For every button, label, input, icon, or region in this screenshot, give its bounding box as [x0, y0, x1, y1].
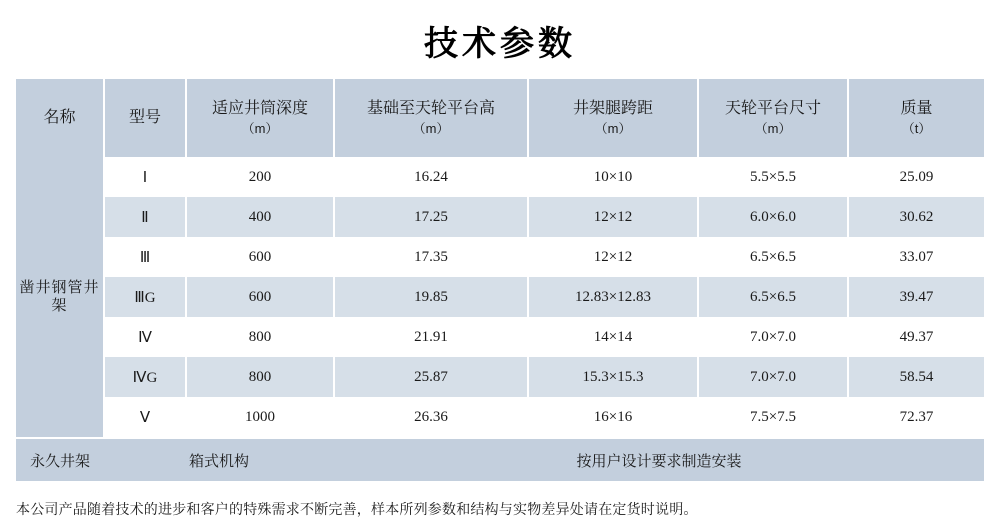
cell-mass: 33.07	[848, 237, 984, 277]
cell-platform: 6.0×6.0	[698, 197, 848, 237]
header-label: 名称	[43, 109, 76, 127]
cell-span: 10×10	[528, 157, 698, 197]
cell-depth: 600	[186, 237, 334, 277]
cell-platform: 5.5×5.5	[698, 157, 848, 197]
cell-span: 12×12	[528, 237, 698, 277]
table-row	[16, 397, 984, 438]
footer-cell-right: 按用户设计要求制造安装	[334, 438, 984, 481]
cell-platform: 7.0×7.0	[698, 357, 848, 397]
cell-span: 16×16	[528, 397, 698, 438]
page-title: 技术参数	[424, 26, 576, 63]
header-cell-span	[528, 79, 698, 157]
cell-model: Ⅳ	[104, 317, 186, 357]
cell-mass: 39.47	[848, 277, 984, 317]
cell-span: 15.3×15.3	[528, 357, 698, 397]
cell-span: 12.83×12.83	[528, 277, 698, 317]
cell-model: Ⅰ	[104, 157, 186, 197]
header-label: 适应井筒深度	[211, 100, 308, 118]
header-unit: （m）	[412, 121, 450, 137]
cell-height: 17.35	[334, 237, 528, 277]
cell-mass: 30.62	[848, 197, 984, 237]
disclaimer-note: 本公司产品随着技术的进步和客户的特殊需求不断完善，样本所列参数和结构与实物差异处请在定货时说明。	[16, 501, 698, 517]
cell-platform: 7.0×7.0	[698, 317, 848, 357]
table-row	[16, 357, 984, 397]
cell-platform: 6.5×6.5	[698, 237, 848, 277]
table-row	[16, 277, 984, 317]
header-unit: （t）	[901, 121, 932, 137]
header-label: 质量	[900, 100, 933, 118]
table-row	[16, 317, 984, 357]
table-header-row	[16, 79, 984, 157]
cell-depth: 400	[186, 197, 334, 237]
footer-cell-middle: 箱式机构	[104, 438, 334, 481]
cell-model: Ⅲ	[104, 237, 186, 277]
cell-depth: 800	[186, 317, 334, 357]
header-cell-depth	[186, 79, 334, 157]
header-unit: （m）	[754, 121, 792, 137]
table-footer-row	[16, 438, 984, 481]
header-label: 基础至天轮平台高	[366, 100, 495, 118]
cell-model: ⅣG	[104, 357, 186, 397]
header-cell-mass	[848, 79, 984, 157]
specifications-table	[16, 79, 984, 481]
header-label: 天轮平台尺寸	[724, 100, 821, 118]
cell-platform: 6.5×6.5	[698, 277, 848, 317]
name-group-label: 凿井钢管井架	[19, 279, 100, 314]
cell-mass: 25.09	[848, 157, 984, 197]
header-cell-name	[16, 79, 104, 157]
cell-mass: 72.37	[848, 397, 984, 438]
cell-height: 26.36	[334, 397, 528, 438]
cell-height: 25.87	[334, 357, 528, 397]
header-cell-model	[104, 79, 186, 157]
header-cell-height	[334, 79, 528, 157]
header-label: 井架腿跨距	[572, 100, 653, 118]
header-unit: （m）	[594, 121, 632, 137]
cell-depth: 800	[186, 357, 334, 397]
header-cell-platform	[698, 79, 848, 157]
cell-depth: 600	[186, 277, 334, 317]
table-row	[16, 197, 984, 237]
header-unit: （m）	[241, 121, 279, 137]
cell-span: 12×12	[528, 197, 698, 237]
cell-mass: 58.54	[848, 357, 984, 397]
cell-depth: 1000	[186, 397, 334, 438]
table-row	[16, 157, 984, 197]
cell-height: 19.85	[334, 277, 528, 317]
footer-cell-left: 永久井架	[16, 438, 104, 481]
cell-height: 16.24	[334, 157, 528, 197]
cell-height: 17.25	[334, 197, 528, 237]
cell-model: Ⅱ	[104, 197, 186, 237]
cell-platform: 7.5×7.5	[698, 397, 848, 438]
cell-depth: 200	[186, 157, 334, 197]
cell-model: Ⅴ	[104, 397, 186, 438]
header-label: 型号	[128, 109, 161, 127]
cell-height: 21.91	[334, 317, 528, 357]
cell-span: 14×14	[528, 317, 698, 357]
name-group-cell	[16, 157, 104, 438]
cell-mass: 49.37	[848, 317, 984, 357]
table-row	[16, 237, 984, 277]
cell-model: ⅢG	[104, 277, 186, 317]
